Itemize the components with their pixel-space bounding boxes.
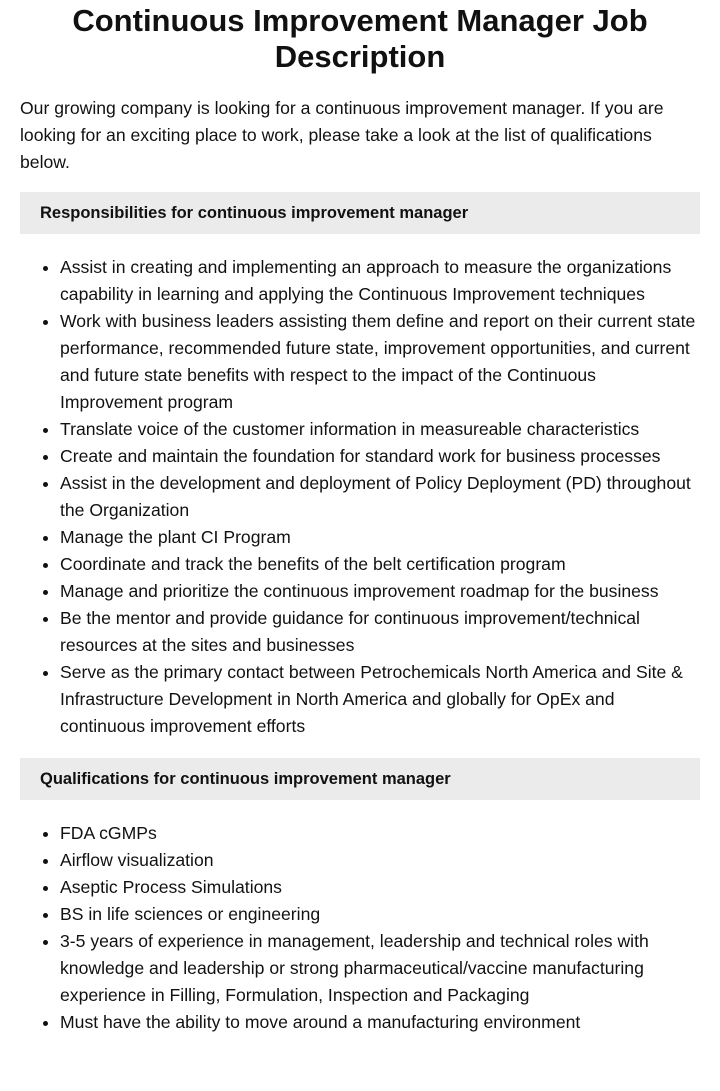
list-item: • FDA cGMPs [60,820,700,847]
qualifications-list [20,820,700,1036]
list-item: • Manage and prioritize the continuous improvement roadmap for the business [60,578,700,605]
responsibilities-heading: Responsibilities for continuous improvement manager [20,192,700,234]
list-item: • Airflow visualization [60,847,700,874]
list-item: • Assist in the development and deployment of Policy Deployment (PD) throughout the Organization [60,470,700,524]
responsibilities-list [20,254,700,740]
list-item: • Must have the ability to move around a manufacturing environment [60,1009,700,1036]
list-item: • Coordinate and track the benefits of the belt certification program [60,551,700,578]
list-item: • Be the mentor and provide guidance for continuous improvement/technical resources at the sites and businesses [60,605,700,659]
page-title: Continuous Improvement Manager Job Description [72,3,648,74]
list-item: • BS in life sciences or engineering [60,901,700,928]
list-item: • Create and maintain the foundation for standard work for business processes [60,443,700,470]
list-item: • Manage the plant CI Program [60,524,700,551]
list-item: • 3-5 years of experience in management, leadership and technical roles with knowledge and leadership or strong pharmaceutical/vaccine manufacturing experience in Filling, Formulation, Inspection and Packaging [60,928,700,1009]
list-item: • Serve as the primary contact between Petrochemicals North America and Site & Infrastructure Development in North America and globally for OpEx and continuous improvement efforts [60,659,700,740]
qualifications-heading: Qualifications for continuous improvement manager [20,758,700,800]
list-item: • Translate voice of the customer information in measureable characteristics [60,416,700,443]
intro-paragraph: Our growing company is looking for a continuous improvement manager. If you are looking for an exciting place to work, please take a look at the list of qualifications below. [20,98,664,172]
list-item: • Aseptic Process Simulations [60,874,700,901]
list-item: • Assist in creating and implementing an approach to measure the organizations capability in learning and applying the Continuous Improvement techniques [60,254,700,308]
list-item: • Work with business leaders assisting them define and report on their current state performance, recommended future state, improvement opportunities, and current and future state benefits with respect to the impact of the Continuous Improvement program [60,308,700,416]
